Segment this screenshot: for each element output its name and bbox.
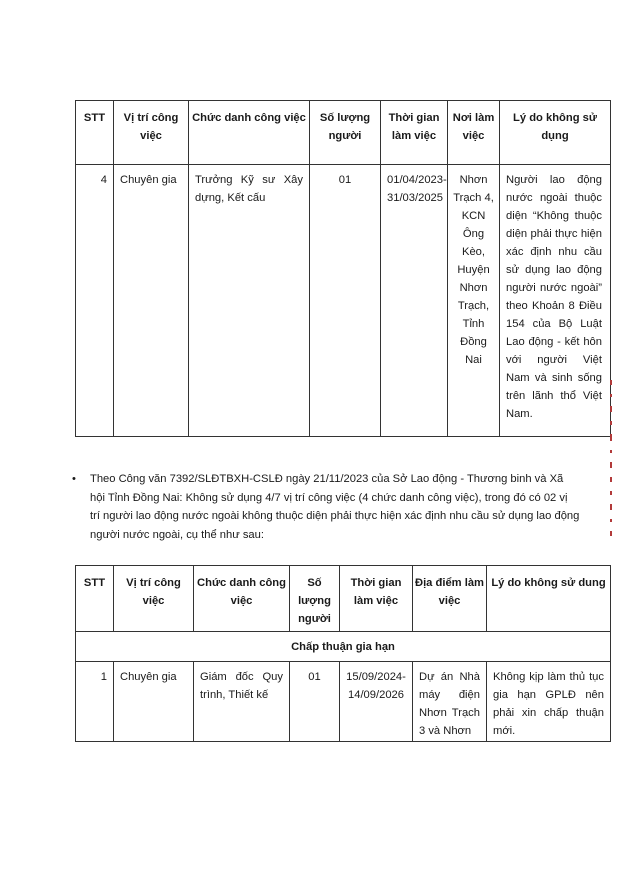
- cell-so-luong: 01: [308, 671, 321, 683]
- cell-thoi-gian: 15/09/2024-14/09/2026: [346, 671, 406, 701]
- header-noi-lam-viec: Nơi làm việc: [448, 101, 500, 165]
- bullet-text: Theo Công văn 7392/SLĐTBXH-CSLĐ ngày 21/11/2023 của Sở Lao động - Thương binh và Xã hội Tỉnh Đồng Nai: Không sử dụng 4/7 vị trí công việc (4 chức danh công việc), trong đó có 02 vị trí người lao động nước ngoài không thuộc diện phải thực hiện xác định nhu cầu sử dụng lao động người nước ngoài, cụ thể như sau:: [90, 473, 580, 541]
- cell-so-luong: 01: [338, 174, 352, 186]
- cell-vi-tri: Chuyên gia: [120, 174, 177, 186]
- table-not-used-positions-2: [75, 565, 611, 742]
- header-ly-do: Lý do không sử dụng: [500, 101, 611, 165]
- cell-noi-lam-viec: Nhơn Trạch 4, KCN Ông Kèo, Huyện Nhơn Trạch, Tỉnh Đồng Nai: [453, 174, 494, 366]
- group-row: [76, 632, 611, 662]
- table-row: [76, 662, 611, 742]
- cell-ly-do: Không kịp làm thủ tục gia hạn GPLĐ nên phải xin chấp thuận mới.: [493, 671, 604, 737]
- table-row: [76, 165, 611, 437]
- table-header-row: [76, 101, 611, 165]
- cell-chuc-danh: Trưởng Kỹ sư Xây dựng, Kết cấu: [195, 174, 303, 204]
- header-vi-tri: Vị trí công việc: [114, 101, 189, 165]
- cell-thoi-gian: 01/04/2023-31/03/2025: [387, 174, 447, 204]
- header-stt: STT: [76, 101, 114, 165]
- header-vi-tri: Vị trí công việc: [114, 566, 194, 632]
- table-header-row: [76, 566, 611, 632]
- header-ly-do: Lý do không sử dung: [487, 566, 611, 632]
- cell-stt: 4: [100, 174, 107, 186]
- margin-stamp-marks: [606, 380, 616, 620]
- bullet-symbol: •: [72, 473, 76, 485]
- header-chuc-danh: Chức danh công việc: [194, 566, 290, 632]
- cell-stt: 1: [100, 671, 107, 683]
- cell-ly-do: Người lao động nước ngoài thuộc diện “Không thuộc diện phải thực hiện xác định nhu cầu sử dụng lao động người nước ngoài” theo Khoản 8 Điều 154 của Bộ Luật Lao động - kết hôn với người Việt Nam và sinh sống trên lãnh thổ Việt Nam.: [506, 174, 602, 420]
- cell-chuc-danh: Giám đốc Quy trình, Thiết kế: [200, 671, 283, 701]
- header-so-luong: Số lượng người: [310, 101, 381, 165]
- header-so-luong: Số lượng người: [290, 566, 340, 632]
- table-not-used-positions-1: [75, 100, 611, 437]
- group-label: Chấp thuận gia hạn: [76, 632, 611, 662]
- cell-vi-tri: Chuyên gia: [120, 671, 177, 683]
- header-thoi-gian: Thời gian làm việc: [340, 566, 413, 632]
- header-stt: STT: [76, 566, 114, 632]
- header-dia-diem: Địa điểm làm việc: [413, 566, 487, 632]
- header-chuc-danh: Chức danh công việc: [189, 101, 310, 165]
- cell-dia-diem: Dự án Nhà máy điện Nhơn Trạch 3 và Nhơn: [419, 671, 480, 737]
- header-thoi-gian: Thời gian làm việc: [381, 101, 448, 165]
